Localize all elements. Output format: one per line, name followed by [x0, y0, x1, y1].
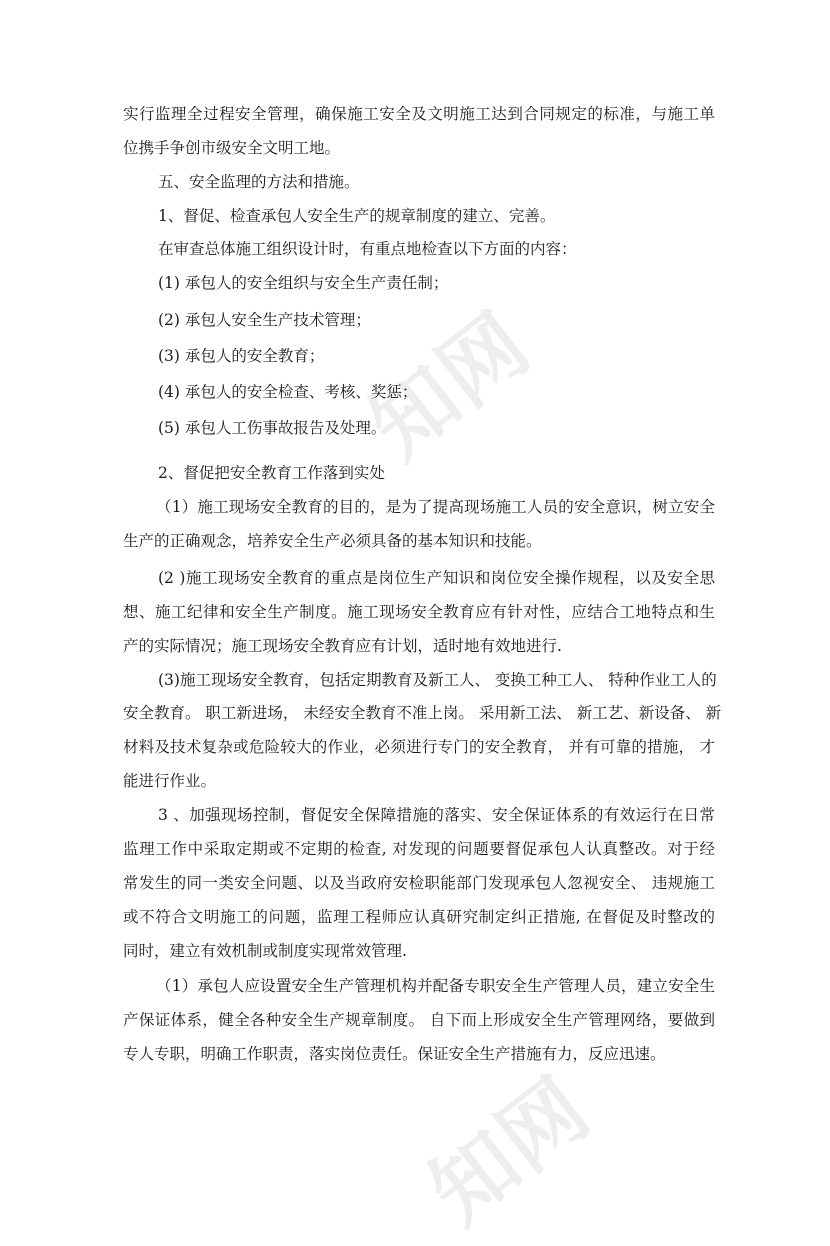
section-heading: 五、安全监理的方法和措施。: [158, 173, 360, 191]
body-line: 产保证体系，健全各种安全生产规章制度。 自下而上形成安全生产管理网络，要做到: [123, 1011, 715, 1029]
body-line: (2 )施工现场安全教育的重点是岗位生产知识和岗位安全操作规程，以及安全思: [158, 569, 715, 587]
body-line: 专人专职，明确工作职责，落实岗位责任。保证安全生产措施有力，反应迅速。: [123, 1045, 666, 1063]
body-line: 安全教育。 职工新进场， 未经安全教育不准上岗。 采用新工法、 新工艺、新设备、 新: [123, 704, 722, 722]
list-item: (3) 承包人的安全教育；: [158, 347, 325, 365]
body-line: 在审查总体施工组织设计时，有重点地检查以下方面的内容：: [158, 240, 577, 258]
body-line: 能进行作业。: [123, 772, 217, 790]
watermark: 知网: [412, 1059, 608, 1243]
body-line: 或不符合文明施工的问题，监理工程师应认真研究制定纠正措施, 在督促及时整改的: [123, 908, 715, 926]
body-line: 产的实际情况；施工现场安全教育应有计划，适时地有效地进行.: [123, 637, 562, 655]
body-line: 同时，建立有效机制或制度实现常效管理.: [123, 942, 407, 960]
list-item: (2) 承包人安全生产技术管理；: [158, 311, 371, 329]
body-line: 3 、加强现场控制，督促安全保障措施的落实、安全保证体系的有效运行在日常: [158, 806, 715, 824]
list-item: (1) 承包人的安全组织与安全生产责任制；: [158, 274, 449, 292]
list-item: (5) 承包人工伤事故报告及处理。: [158, 419, 387, 437]
body-line: 位携手争创市级安全文明工地。: [123, 139, 341, 157]
body-line: 想、施工纪律和安全生产制度。施工现场安全教育应有针对性，应结合工地特点和生: [123, 603, 715, 621]
body-line: 监理工作中采取定期或不定期的检查, 对发现的问题要督促承包人认真整改。对于经: [123, 840, 715, 858]
watermark: 知网: [352, 294, 548, 478]
subsection-heading: 1、督促、检查承包人安全生产的规章制度的建立、完善。: [158, 207, 556, 225]
list-item: (4) 承包人的安全检查、考核、奖惩；: [158, 383, 418, 401]
body-line: （1）承包人应设置安全生产管理机构并配备专职安全生产管理人员，建立安全生: [156, 977, 715, 995]
body-line: 生产的正确观念，培养安全生产必须具备的基本知识和技能。: [123, 532, 542, 550]
body-line: 实行监理全过程安全管理，确保施工安全及文明施工达到合同规定的标准，与施工单: [123, 105, 715, 123]
body-line: （1）施工现场安全教育的目的，是为了提高现场施工人员的安全意识，树立安全: [156, 498, 715, 516]
body-line: (3)施工现场安全教育，包括定期教育及新工人、 变换工种工人、 特种作业工人的: [158, 671, 717, 689]
body-line: 材料及技术复杂或危险较大的作业，必须进行专门的安全教育， 并有可靠的措施， 才: [123, 738, 715, 756]
subsection-heading: 2、督促把安全教育工作落到实处: [158, 464, 385, 482]
body-line: 常发生的同一类安全问题、以及当政府安检职能部门发现承包人忽视安全、 违规施工: [123, 874, 715, 892]
